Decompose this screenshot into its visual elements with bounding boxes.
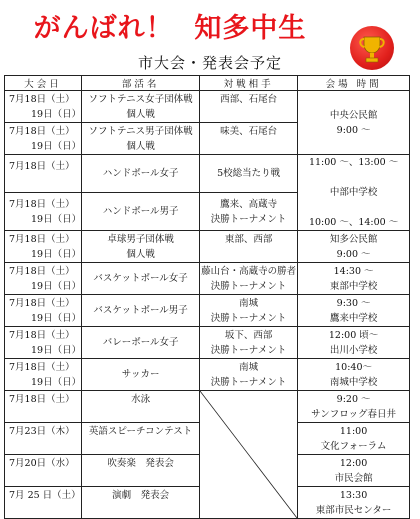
club-cell: バスケットボール女子 [82, 263, 200, 295]
table-row [5, 155, 410, 193]
table-row [5, 263, 410, 295]
opponent-cell: 藤山台・高蔵寺の勝者 決勝トーナメント [200, 263, 298, 295]
date-cell: 7月18日（土） 19日（日） [5, 193, 82, 231]
club-cell: バレーボール女子 [82, 327, 200, 359]
venue-cell: 9:20 ～ サンフロッグ春日井 [298, 391, 410, 423]
club-cell: ハンドボール男子 [82, 193, 200, 231]
opponent-cell: 坂下、西部 決勝トーナメント [200, 327, 298, 359]
table-row [5, 359, 410, 391]
venue-cell: 9:30 ～ 鷹来中学校 [298, 295, 410, 327]
table-row [5, 91, 410, 123]
subtitle: 市大会・発表会予定 [137, 54, 282, 72]
venue-cell: 12:00 頃～ 出川小学校 [298, 327, 410, 359]
club-cell: 吹奏楽 発表会 [82, 455, 200, 487]
club-cell: 演劇 発表会 [82, 487, 200, 519]
date-cell: 7月18日（土） 19日（日） [5, 359, 82, 391]
club-cell: サッカー [82, 359, 200, 391]
table-header-row [5, 76, 410, 91]
club-cell: 卓球男子団体戦 個人戦 [82, 231, 200, 263]
table-row [5, 295, 410, 327]
club-cell: ソフトテニス女子団体戦 個人戦 [82, 91, 200, 123]
venue-cell: 知多公民館 9:00 ～ [298, 231, 410, 263]
headline-part2: 知多中生 [194, 13, 307, 44]
table-row [5, 327, 410, 359]
opponent-cell: 東部、西部 [200, 231, 298, 263]
club-cell: 英語スピーチコンテスト [82, 423, 200, 455]
opponent-cell: 味美、石尾台 [200, 123, 298, 155]
club-cell: バスケットボール男子 [82, 295, 200, 327]
club-cell: ハンドボール女子 [82, 155, 200, 193]
opponent-cell: 西部、石尾台 [200, 91, 298, 123]
date-cell: 7月18日（土） 19日（日） [5, 91, 82, 123]
date-cell: 7月23日（木） [5, 423, 82, 455]
opponent-cell: 南城 決勝トーナメント [200, 359, 298, 391]
venue-cell: 14:30 ～ 東部中学校 [298, 263, 410, 295]
venue-cell: 11:00 ～、13:00 ～ 中部中学校 10:00 ～、14:00 ～ [298, 155, 410, 231]
header-venue: 会場 時間 [298, 76, 410, 91]
table-row [5, 391, 410, 423]
date-cell: 7月18日（土） 19日（日） [5, 263, 82, 295]
headline [0, 6, 340, 45]
date-cell: 7月20日（水） [5, 455, 82, 487]
date-cell: 7月18日（土） 19日（日） [5, 295, 82, 327]
date-cell: 7月18日（土） 19日（日） [5, 231, 82, 263]
date-cell: 7月 25 日（土） [5, 487, 82, 519]
venue-cell: 13:30 東部市民センター [298, 487, 410, 519]
diagonal-strike [200, 391, 297, 518]
header-club: 部活名 [82, 76, 200, 91]
date-cell: 7月18日（土） 19日（日） [5, 327, 82, 359]
table-row [5, 231, 410, 263]
opponent-cell: 5校総当たり戦 [200, 155, 298, 193]
venue-cell: 12:00 市民会館 [298, 455, 410, 487]
club-cell: 水泳 [82, 391, 200, 423]
no-opponent-cell [200, 391, 298, 519]
schedule-table [4, 75, 410, 519]
header-opponent: 対戦相手 [200, 76, 298, 91]
club-cell: ソフトテニス男子団体戦 個人戦 [82, 123, 200, 155]
opponent-cell: 鷹来、高蔵寺 決勝トーナメント [200, 193, 298, 231]
venue-cell: 10:40～ 南城中学校 [298, 359, 410, 391]
opponent-cell: 南城 決勝トーナメント [200, 295, 298, 327]
date-cell: 7月18日（土） [5, 155, 82, 193]
date-cell: 7月18日（土） [5, 391, 82, 423]
headline-part1: がんばれ！ [33, 13, 174, 44]
header-date: 大会日 [5, 76, 82, 91]
venue-cell: 中央公民館 9:00 ～ [298, 91, 410, 155]
date-cell: 7月18日（土） 19日（日） [5, 123, 82, 155]
venue-cell: 11:00 文化フォーラム [298, 423, 410, 455]
